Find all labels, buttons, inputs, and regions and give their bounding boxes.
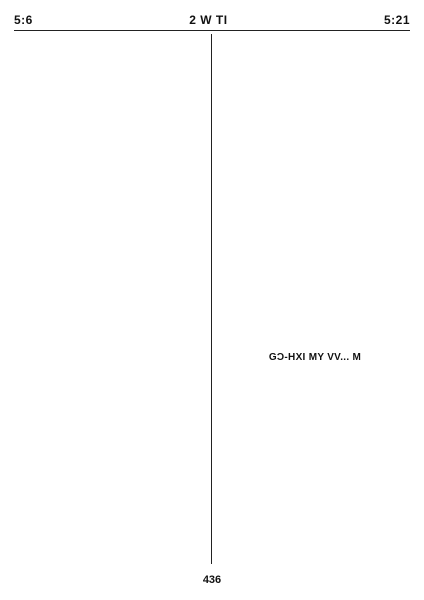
right-text-column (220, 34, 410, 564)
header-rule (14, 30, 410, 31)
page-number: 436 (202, 574, 222, 586)
section-heading: GƆ-HXI MY VV... M (268, 352, 362, 363)
header-left-reference: 5:6 (14, 13, 33, 27)
header-book-title: 2 W TI (189, 13, 228, 27)
running-header (14, 12, 410, 28)
left-text-column (14, 34, 204, 564)
column-divider (211, 34, 212, 564)
header-right-reference: 5:21 (383, 13, 410, 27)
